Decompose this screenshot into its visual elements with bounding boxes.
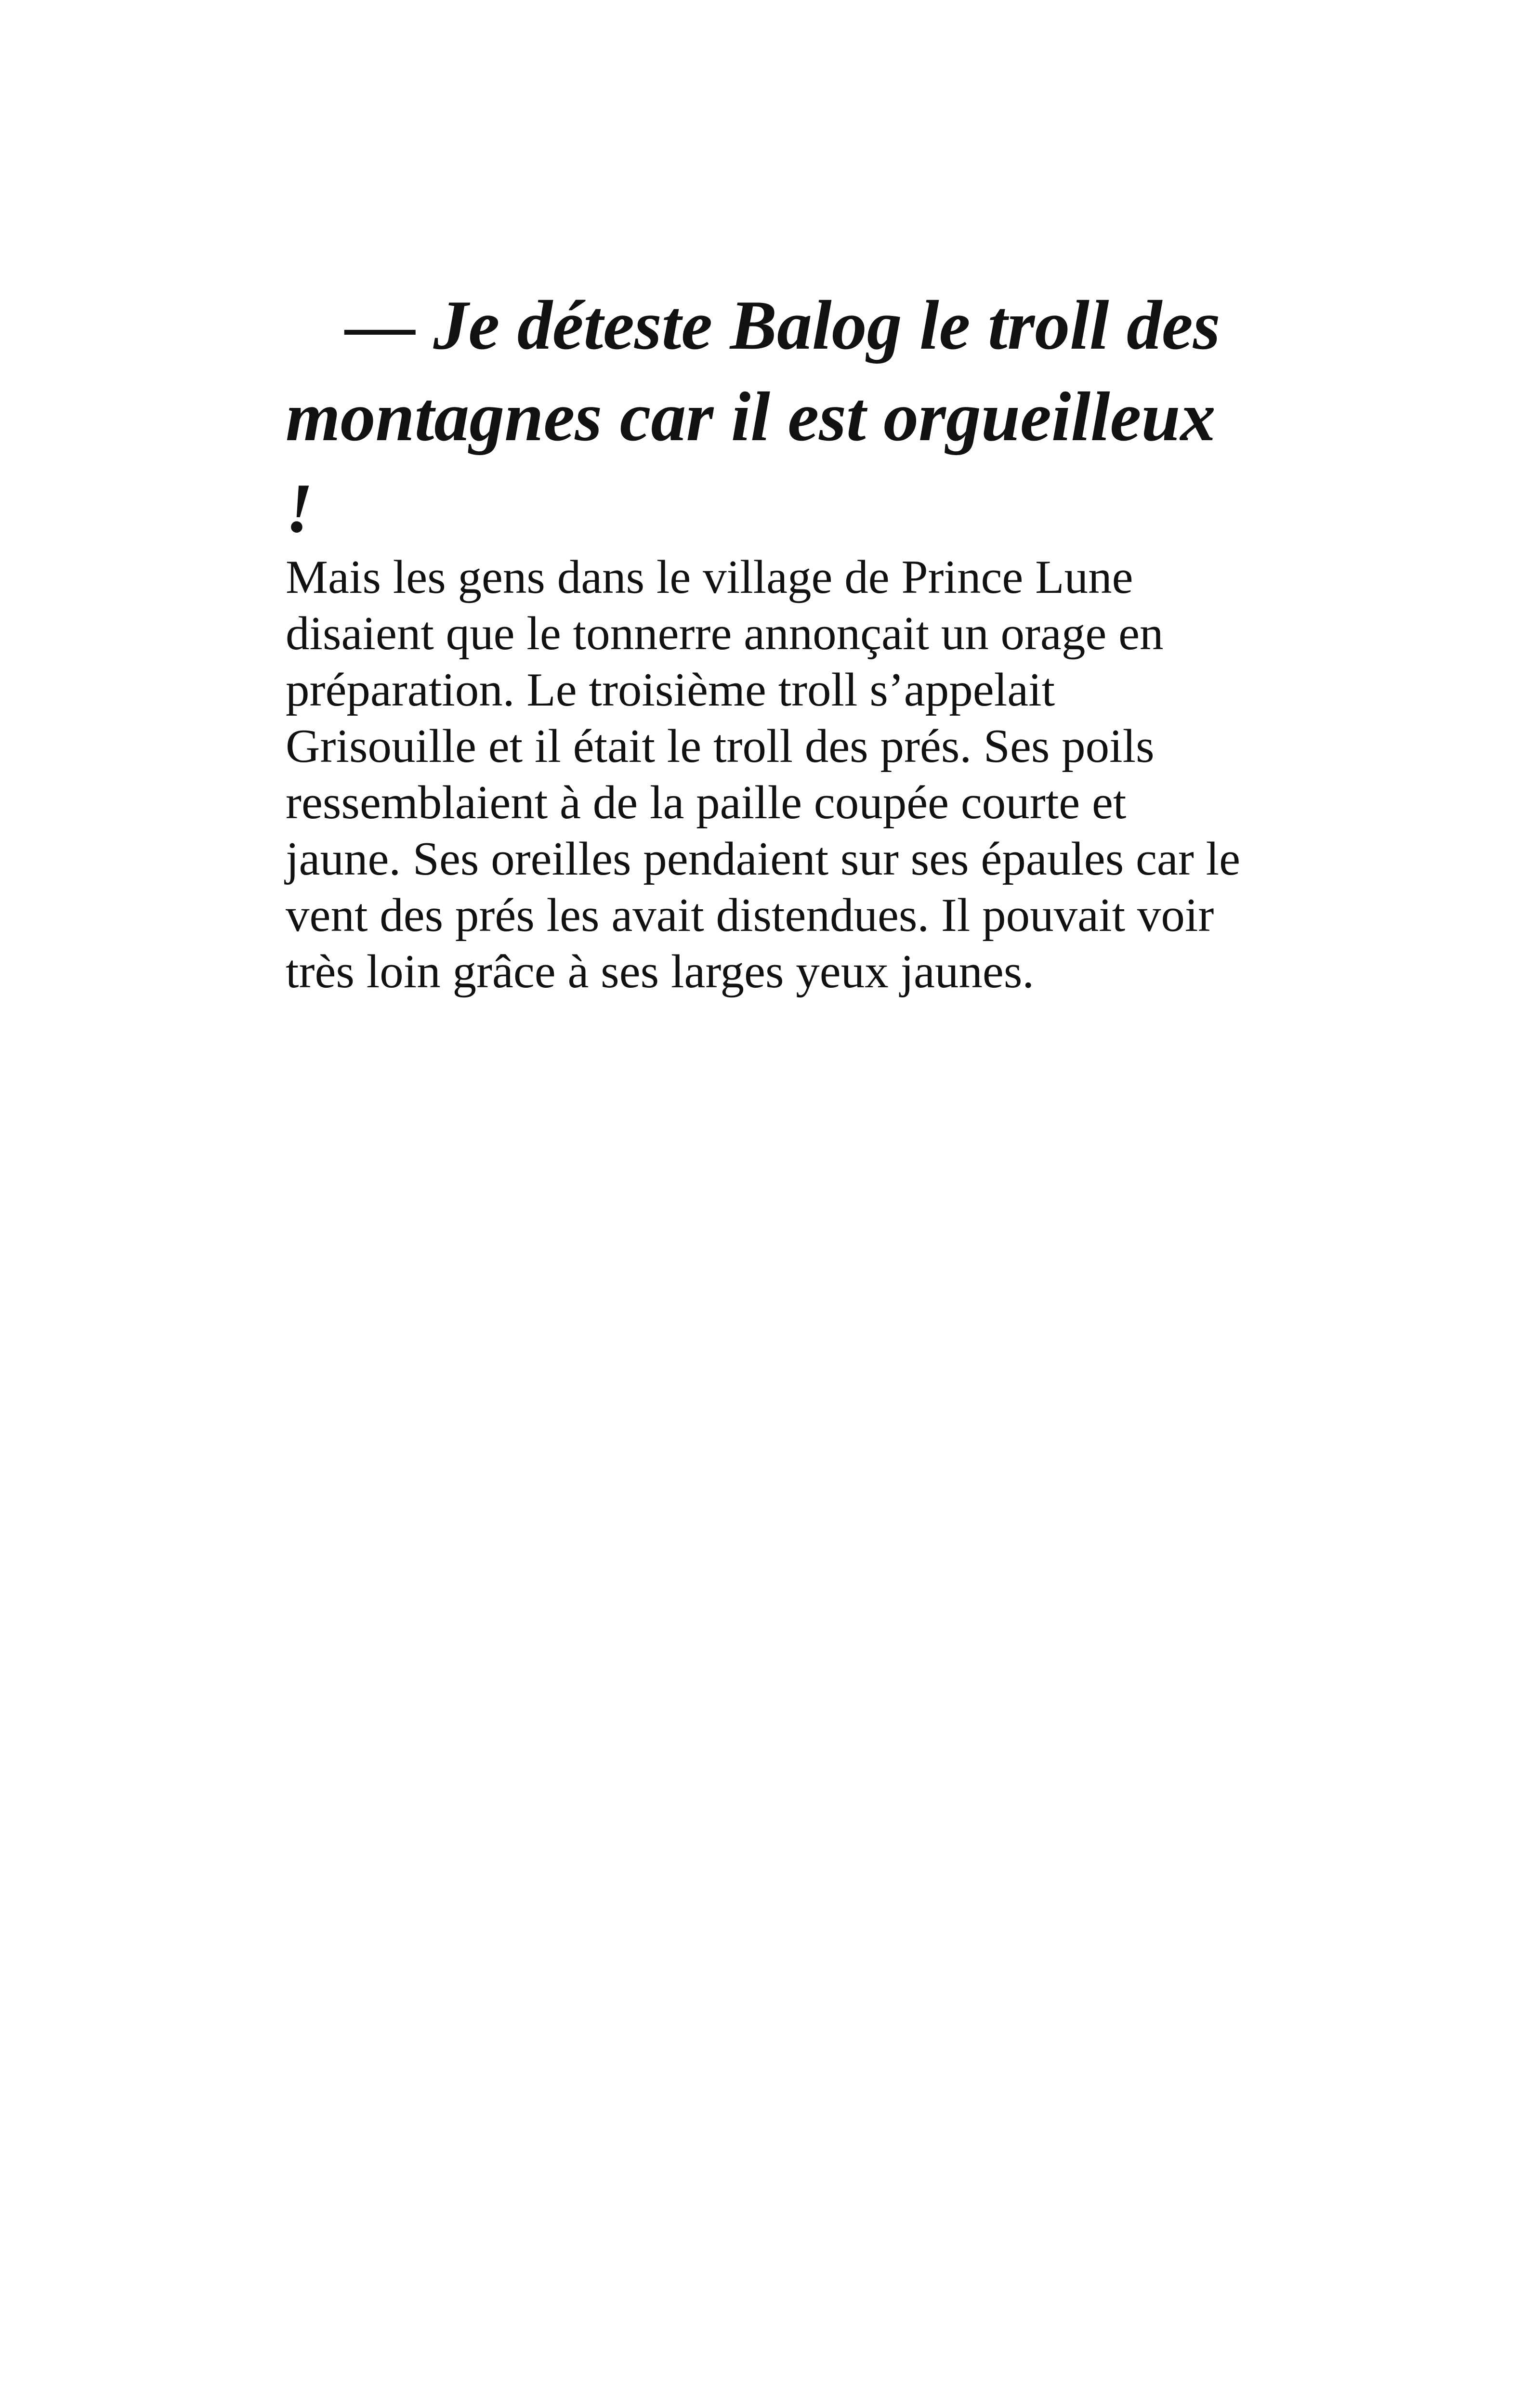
text-block — [286, 279, 1365, 1000]
paragraph-line: préparation. Le troisième troll s’appelait — [286, 664, 1055, 716]
paragraph-line: Mais les gens dans le village de Prince Lune — [286, 551, 1133, 603]
quote-line: montagnes car il est orgueilleux — [286, 378, 1216, 456]
body-paragraph — [286, 549, 1365, 1000]
quote-line: ! — [286, 469, 313, 547]
paragraph-line: disaient que le tonnerre annonçait un orage en — [286, 607, 1164, 660]
paragraph-line: ressemblaient à de la paille coupée courte et — [286, 776, 1127, 829]
paragraph-line: très loin grâce à ses larges yeux jaunes. — [286, 945, 1035, 998]
paragraph-line: vent des prés les avait distendues. Il pouvait voir — [286, 889, 1214, 942]
paragraph-line: Grisouille et il était le troll des prés. Ses poils — [286, 720, 1155, 772]
paragraph-line: jaune. Ses oreilles pendaient sur ses épaules car le — [286, 833, 1241, 885]
quote-line: — Je déteste Balog le troll des — [345, 286, 1221, 364]
